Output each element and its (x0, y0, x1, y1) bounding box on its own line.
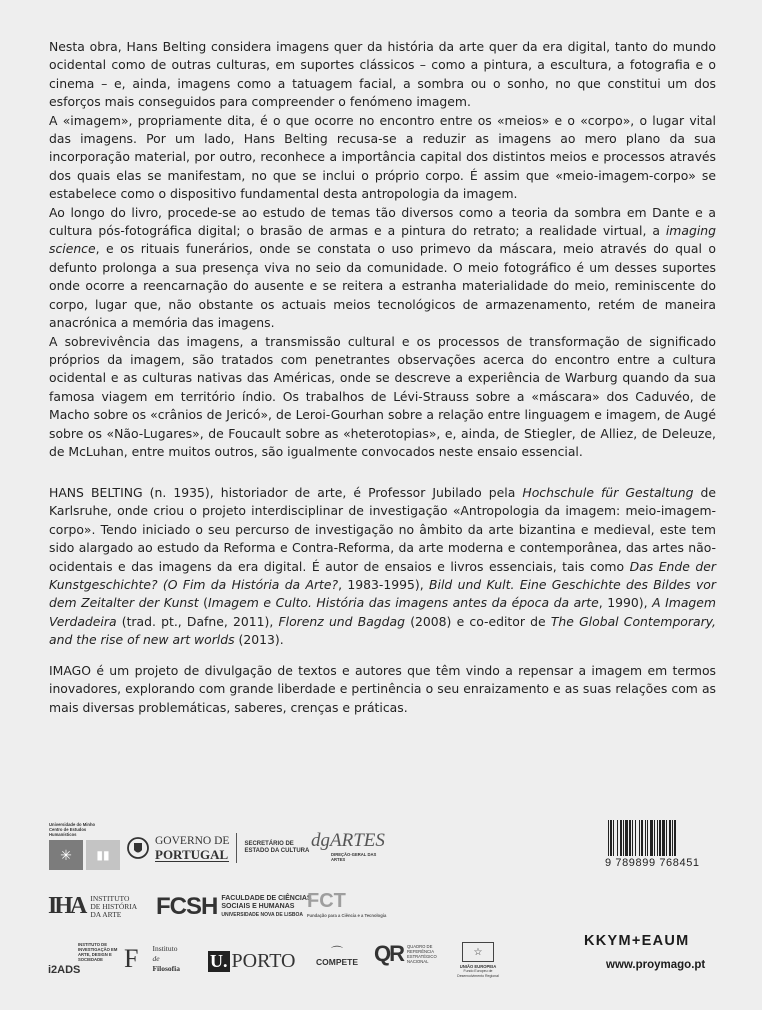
uminho-logo: Universidade do Minho Centro de Estudos Humanísticos ✳ ▮▮ (49, 822, 120, 870)
author-bio: HANS BELTING (n. 1935), historiador de arte, é Professor Jubilado pela Hochschule für Gestaltung de Karlsruhe, onde criou o projeto interdisciplinar de investigação «Antropologia da imagem: meio-imagem-corpo». Tendo iniciado o seu percurso de investigação no âmbito da arte bizantina e medieval, este tem sido alargado ao estudo da Reforma e Contra-Reforma, da arte moderna e contemporânea, das artes não-ocidentais e das imagens da era digital. É autor de ensaios e livros essenciais, tais como Das Ende der Kunstgeschichte? (O Fim da História da Arte?, 1983-1995), Bild und Kult. Eine Geschichte des Bildes vor dem Zeitalter der Kunst (Imagem e Culto. História das imagens antes da época da arte, 1990), A Imagem Verdadeira (trad. pt., Dafne, 2011), Florenz und Bagdag (2008) e co-editor de The Global Contemporary, and the rise of new art worlds (2013). (49, 485, 716, 648)
isbn-number: 9 789899 768451 (605, 857, 700, 869)
uminho-emblem-icon: ✳ (49, 840, 83, 870)
back-cover-blurb (49, 38, 716, 461)
i2ads-logo: INSTITUTO DE INVESTIGAÇÃO EM ARTE, DESIGN E SOCIEDADE i2ADS (48, 942, 118, 976)
publisher-brand: KKYM+EAUM (584, 933, 690, 949)
blurb-paragraph: Nesta obra, Hans Belting considera imagens quer da história da arte quer da era digital, tanto do mundo ocidental como de outras culturas, em suportes clássicos – como a pintura, a escultura, a fotografia e o cinema – e, ainda, imagens como a tatuagem facial, a sombra ou o sonho, no que constitui um dos esforços mais conseguidos para compreender o fenómeno imagem. (49, 39, 716, 110)
iha-logo: IHA INSTITUTO DE HISTÓRIA DA ARTE (48, 893, 137, 919)
portugal-shield-icon (126, 835, 150, 861)
barcode-bar (676, 820, 677, 856)
blurb-paragraph: Ao longo do livro, procede-se ao estudo de temas tão diversos como a teoria da sombra em Dante e a cultura pós-fotográfica digital; o brasão de armas e a pintura do retrato; a realidade virtual, a imaging science, e os rituais funerários, onde se constata o uso primevo da máscara, meio através do qual o defunto prolonga a sua presença viva no seio da comunidade. O meio fotográfico é um desses suportes onde ocorre a reencarnação do ausente e se reitera a estranha materialidade do meio, reminiscente do corpo, lugar que, não obstante os actuais meios tecnológicos de armazenamento, retém de maneira anacrónica a memória das imagens. (49, 204, 716, 331)
eu-flag-icon: ☆ (462, 942, 494, 962)
isbn-barcode (608, 820, 713, 856)
uporto-logo: U. PORTO (210, 950, 296, 972)
compete-logo: ⌒ COMPETE (316, 945, 359, 967)
fcsh-logo: FCSH FACULDADE DE CIÊNCIAS SOCIAIS E HUMANAS UNIVERSIDADE NOVA DE LISBOA (156, 893, 312, 920)
blurb-paragraph: A «imagem», propriamente dita, é o que ocorre no encontro entre os «meios» e o «corpo», o lugar vital das imagens. Por um lado, Hans Belting recusa-se a reduzir as imagens ao mero plano da sua incorporação material, por outro, reconhece a importância capital dos distintos meios e processos através dos quais elas se manifestam, no que se inclui o próprio corpo. É assim que «meio-imagem-corpo» se estabelece como o dispositivo fundamental desta antropologia da imagem. (49, 112, 716, 202)
uniao-europeia-logo: ☆ UNIÃO EUROPEIA Fundo Europeu de Desenvolvimento Regional (455, 942, 501, 979)
governo-portugal-logo: GOVERNO DE PORTUGAL SECRETÁRIO DE ESTADO DA CULTURA (126, 833, 312, 863)
fct-logo: FCT Fundação para a Ciência e a Tecnologia (307, 890, 387, 918)
qren-logo: QR QUADRO DE REFERÊNCIA ESTRATÉGICO NACIONAL (374, 941, 437, 966)
publisher-url: www.proymago.pt (606, 959, 706, 971)
dgartes-logo: dgARTES DIREÇÃO-GERAL DAS ARTES (311, 830, 385, 862)
filosofia-mark-icon: F (124, 944, 139, 973)
uminho-bars-icon: ▮▮ (86, 840, 120, 870)
qren-mark-icon: QR (374, 941, 403, 966)
compete-swoosh-icon: ⌒ (331, 945, 344, 959)
blurb-paragraph: A sobrevivência das imagens, a transmissão cultural e os processos de transformação de significado próprios da imagem, são tratados com penetrantes observações acerca do encontro entre a cultura ocidental e as culturas nativas das Américas, onde se descreve a experiência de Warburg quando da sua famosa viagem em território índio. Os trabalhos de Lévi-Strauss sobre a «máscara» dos Caduvéo, de Macho sobre os «crânios de Jericó», de Leroi-Gourhan sobre a relação entre linguagem e imagem, de Augé sobre os «Não-Lugares», de Foucault sobre as «heterotopias», e, ainda, de Stiegler, de Alliez, de Deleuze, de McLuhan, entre muitos outros, são igualmente convocados neste ensaio essencial. (49, 333, 716, 459)
imago-description: IMAGO é um projeto de divulgação de textos e autores que têm vindo a repensar a imagem em termos inovadores, explorando com grande liberdade e pertinência o seu enraizamento e as suas relações com as mais diversas problemáticas, saberes, crenças e práticas. (49, 663, 716, 715)
instituto-filosofia-logo: F Instituto de Filosofia (124, 944, 180, 973)
